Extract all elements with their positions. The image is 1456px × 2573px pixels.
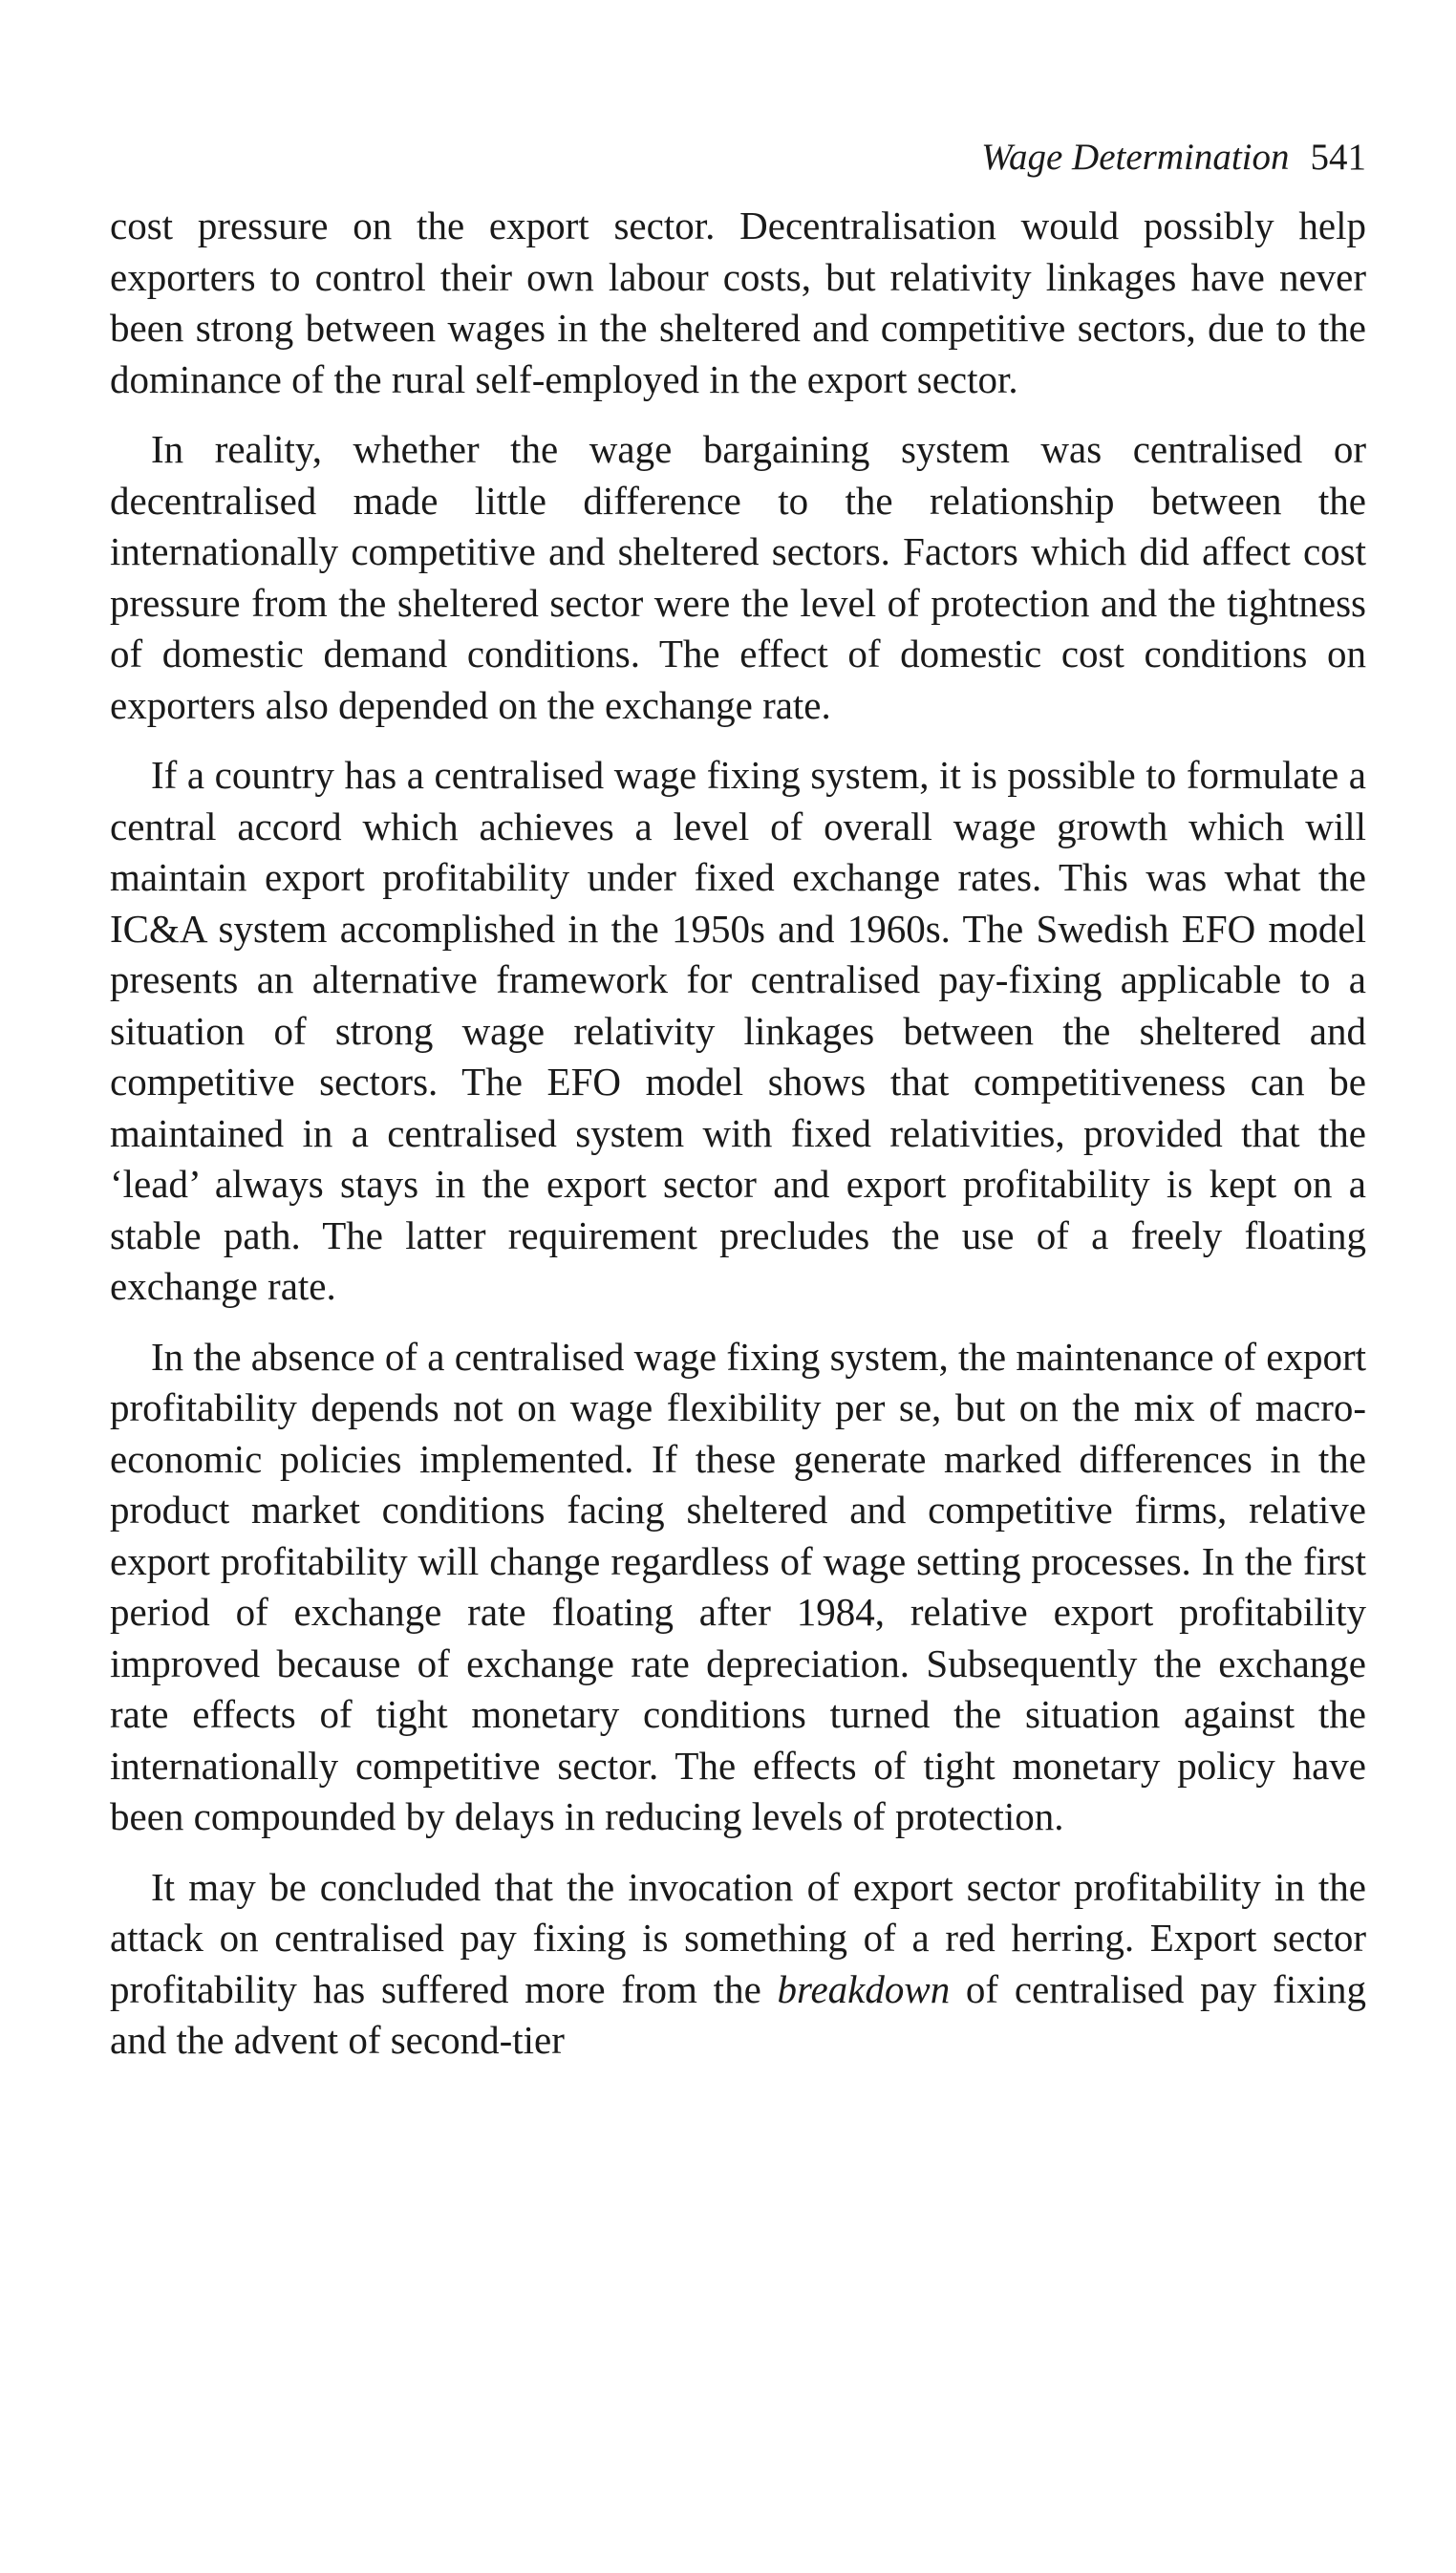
running-head [110, 134, 1366, 182]
paragraph-5 [110, 1862, 1366, 2067]
paragraph-1: cost pressure on the export sector. Decentralisation would possibly help exporters to control their own labour costs, but relativity linkages have never been strong between wages in the sheltered and competitive sectors, due to the dominance of the rural self-employed in the export sector. [110, 204, 1366, 401]
paragraph-5-text-after: of centralised pay fixing and the advent of second-tier [110, 1966, 1366, 2062]
page-number: 541 [1310, 137, 1366, 178]
body-text [110, 201, 1366, 2067]
paragraph-5-text-before: It may be concluded that the invocation of export sector profitability in the attack on centralised pay fixing is something of a red herring. Export sector profitability has suffered more from the [110, 1864, 1366, 2011]
paragraph-4: In the absence of a centralised wage fixing system, the maintenance of export profitability depends not on wage flexibility per se, but on the mix of macro-economic policies implemented. If these generate marked differences in the product market conditions facing sheltered and competitive firms, relative export profitability will change regardless of wage setting processes. In the first period of exchange rate floating after 1984, relative export profitability improved because of exchange rate depreciation. Subsequently the exchange rate effects of tight monetary conditions turned the situation against the internationally competitive sector. The effects of tight monetary policy have been compounded by delays in reducing levels of protection. [110, 1334, 1366, 1838]
paragraph-5-emphasis: breakdown [777, 1966, 951, 2011]
paragraph-2: In reality, whether the wage bargaining system was centralised or decentralised made little difference to the relationship between the internationally competitive and sheltered sectors. Factors which did affect cost pressure from the sheltered sector were the level of protection and the tightness of domestic demand conditions. The effect of domestic cost conditions on exporters also depended on the exchange rate. [110, 427, 1366, 727]
paragraph-3: If a country has a centralised wage fixing system, it is possible to formulate a central accord which achieves a level of overall wage growth which will maintain export profitability under fixed exchange rates. This was what the IC&A system accomplished in the 1950s and 1960s. The Swedish EFO model presents an alternative framework for centralised pay-fixing applicable to a situation of strong wage relativity linkages between the sheltered and competitive sectors. The EFO model shows that competitiveness can be maintained in a centralised system with fixed relativities, provided that the ‘lead’ always stays in the export sector and export profitability is kept on a stable path. The latter requirement precludes the use of a freely floating exchange rate. [110, 753, 1366, 1308]
book-page [110, 134, 1366, 2067]
running-title: Wage Determination [981, 137, 1290, 178]
